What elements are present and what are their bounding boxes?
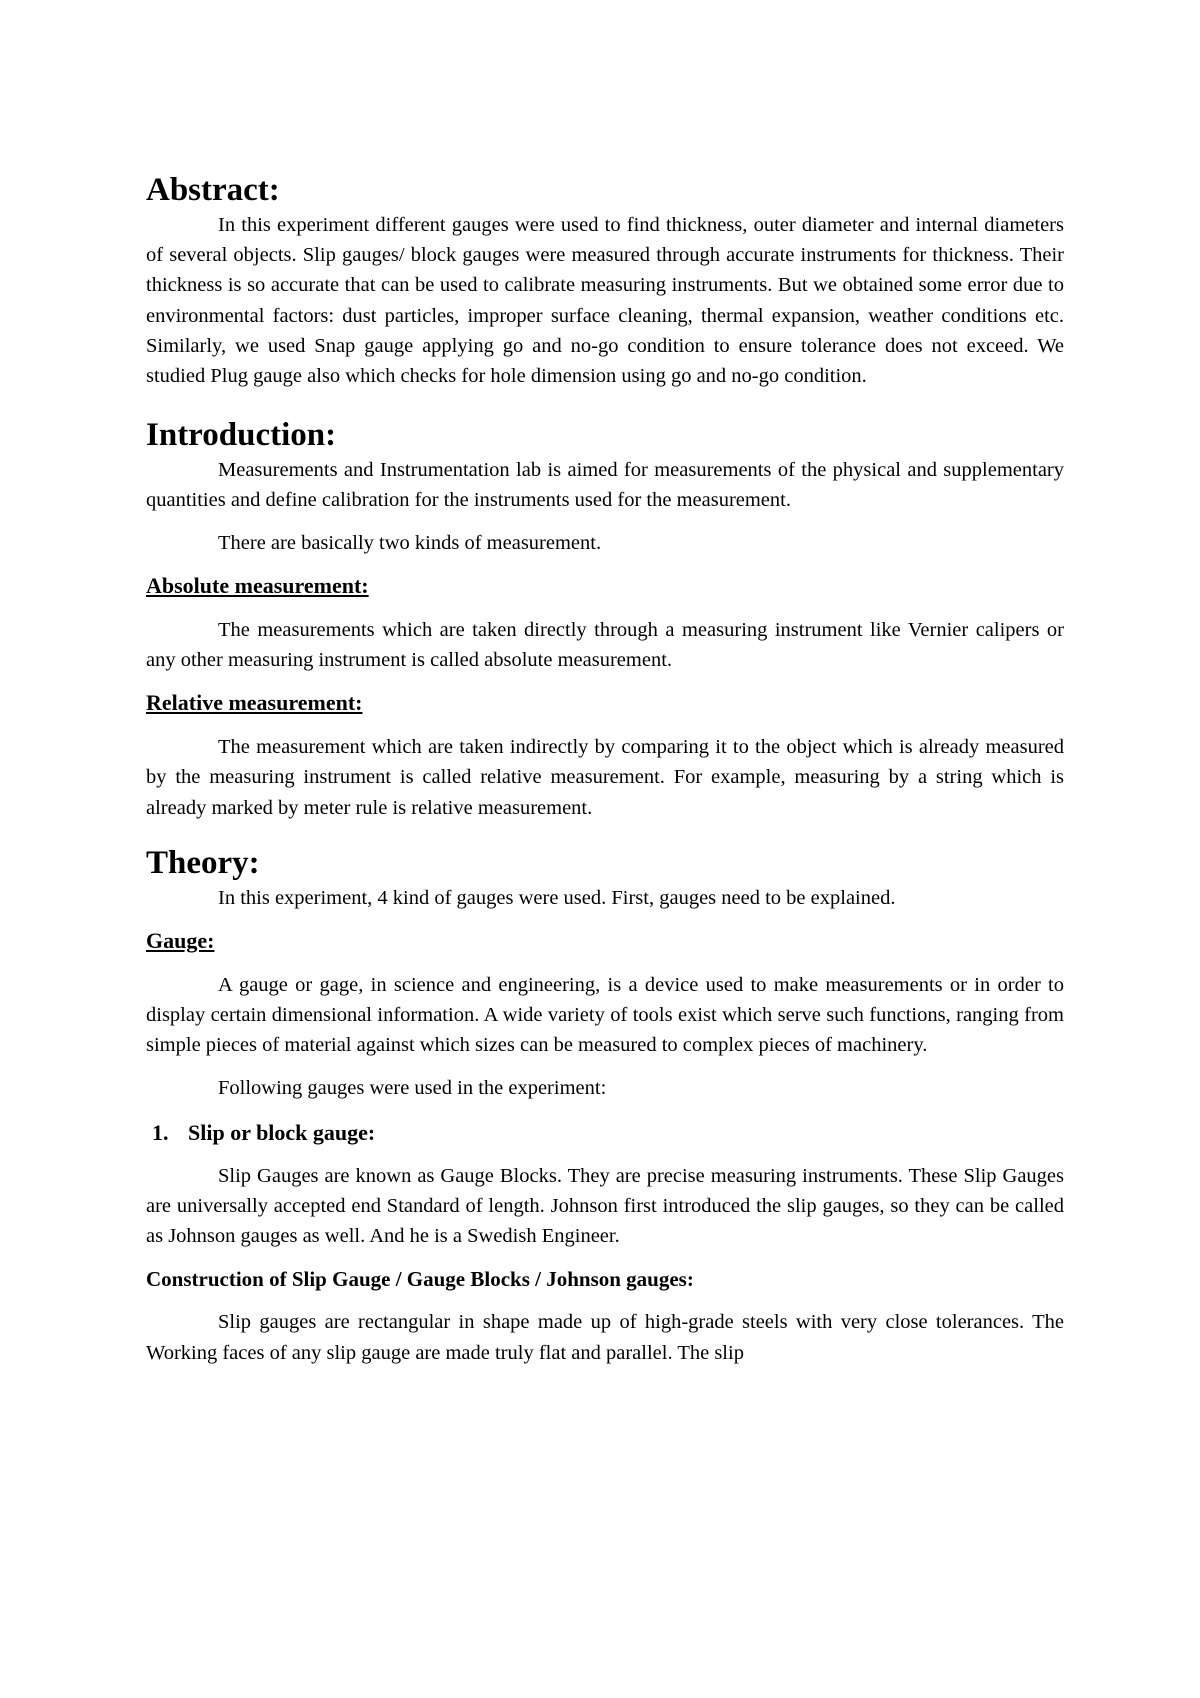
absolute-measurement-body: The measurements which are taken directly through a measuring instrument like Vernier calipers or any other measuring instrument is called absolute measurement. xyxy=(146,618,1064,672)
slip-gauge-heading xyxy=(146,1119,1064,1147)
construction-heading: Construction of Slip Gauge / Gauge Blocks / Johnson gauges: xyxy=(146,1267,694,1292)
gauge-heading: Gauge: xyxy=(146,928,215,954)
relative-measurement-heading: Relative measurement: xyxy=(146,690,363,716)
document-page xyxy=(146,170,1064,1368)
list-heading-text: Slip or block gauge: xyxy=(188,1119,376,1145)
theory-heading: Theory: xyxy=(146,844,260,881)
theory-body: In this experiment, 4 kind of gauges were used. First, gauges need to be explained. xyxy=(218,886,896,909)
construction-body: Slip gauges are rectangular in shape made up of high-grade steels with very close tolerances. The Working faces of any slip gauge are made truly flat and parallel. The slip xyxy=(146,1311,1064,1364)
abstract-heading: Abstract: xyxy=(146,172,280,208)
following-gauges-text: Following gauges were used in the experiment: xyxy=(218,1076,607,1099)
introduction-body: Measurements and Instrumentation lab is aimed for measurements of the physical and supplementary quantities and define calibration for the instruments used for the measurement. xyxy=(146,459,1064,512)
slip-gauge-body: Slip Gauges are known as Gauge Blocks. They are precise measuring instruments. These Slip Gauges are universally accepted end Standard of length. Johnson first introduced the slip gauges, so they can be called as Johnson gauges as well. And he is a Swedish Engineer. xyxy=(146,1164,1064,1248)
absolute-measurement-heading: Absolute measurement: xyxy=(146,572,369,598)
introduction-heading: Introduction: xyxy=(146,417,337,454)
relative-measurement-body: The measurement which are taken indirectly by comparing it to the object which is already measured by the measuring instrument is called relative measurement. For example, measuring by a string which is already marked by meter rule is relative measurement. xyxy=(146,736,1064,819)
introduction-kinds: There are basically two kinds of measurement. xyxy=(218,531,602,554)
abstract-body: In this experiment different gauges were used to find thickness, outer diameter and internal diameters of several objects. Slip gauges/ block gauges were measured through accurate instruments for thickness. Their thickness is so accurate that can be used to calibrate measuring instruments. But we obtained some error due to environmental factors: dust particles, improper surface cleaning, thermal expansion, weather conditions etc. Similarly, we used Snap gauge applying go and no-go condition to ensure tolerance does not exceed. We studied Plug gauge also which checks for hole dimension using go and no-go condition. xyxy=(146,214,1064,388)
list-number: 1. xyxy=(152,1119,169,1145)
gauge-body: A gauge or gage, in science and engineering, is a device used to make measurements or in order to display certain dimensional information. A wide variety of tools exist which serve such functions, ranging from simple pieces of material against which sizes can be measured to complex pieces of machinery. xyxy=(146,974,1064,1057)
